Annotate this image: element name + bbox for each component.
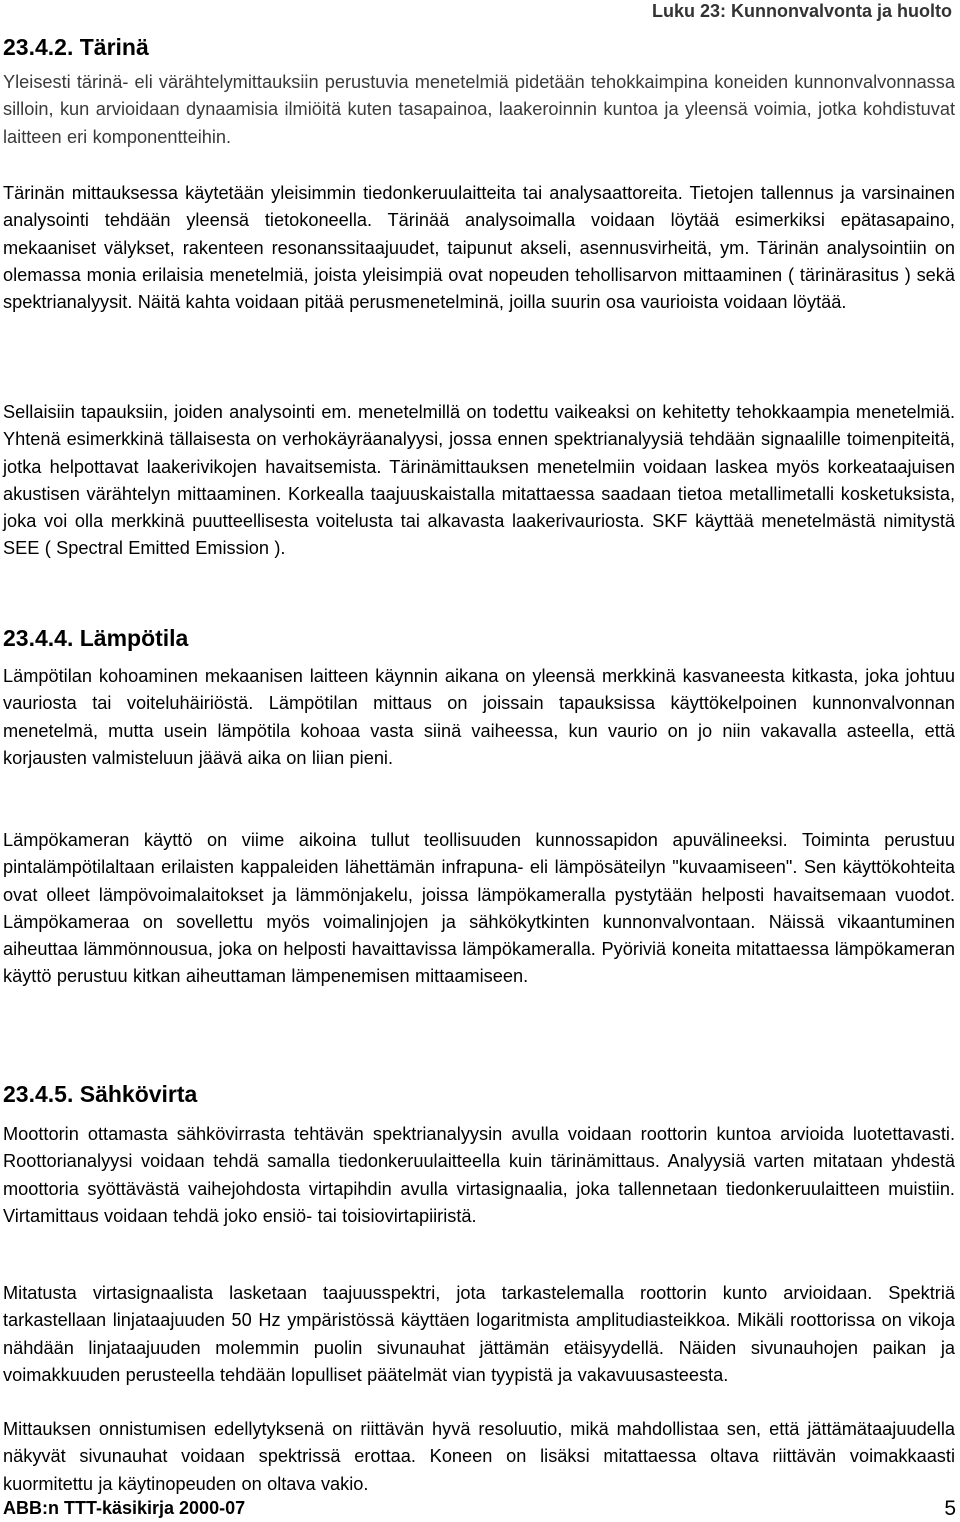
paragraph: Mittauksen onnistumisen edellytyksenä on riittävän hyvä resoluutio, mikä mahdollistaa sen, että jättämätaajuudella näkyvät sivunauhat voidaan spektrissä erottaa. Koneen on lisäksi mitattaessa oltava riittävän voimakkaasti kuormitettu ja käytinopeuden on oltava vakio. — [3, 1419, 955, 1494]
section-heading-sahkovirta: 23.4.5. Sähkövirta — [3, 1081, 198, 1107]
paragraph: Sellaisiin tapauksiin, joiden analysointi em. menetelmillä on todettu vaikeaksi on kehitetty tehokkaampia menetelmiä. Yhtenä esimerkkinä tällaisesta on verhokäyräanalyysi, jossa ennen spektrianalyysiä tehdään signaalille toimenpiteitä, jotka helpottavat laakerivikojen havaitsemista. Tärinämittauksen menetelmiin voidaan laskea myös korkeataajuisen akustisen värähtelyn mittaaminen. Korkealla taajuuskaistalla mitattaessa saadaan tietoa metallimetalli kosketuksista, joka voi olla merkkinä puutteellisesta voitelusta tai alkavasta laakerivauriosta. SKF käyttää menetelmästä nimitystä SEE ( Spectral Emitted Emission ). — [3, 402, 955, 559]
page-number: 5 — [944, 1497, 956, 1520]
paragraph: Lämpötilan kohoaminen mekaanisen laitteen käynnin aikana on yleensä merkkinä kasvaneesta kitkasta, joka johtuu vauriosta tai voiteluhäiriöstä. Lämpötilan mittaus on joissain tapauksissa käyttökelpoinen kunnonvalvonnan menetelmä, mutta usein lämpötila kohoaa vasta siinä vaiheessa, kun vaurio on jo niin vakavalla asteella, että korjausten valmisteluun jäävä aika on liian pieni. — [3, 666, 955, 768]
paragraph: Lämpökameran käyttö on viime aikoina tullut teollisuuden kunnossapidon apuvälineeksi. Toiminta perustuu pintalämpötilaltaan erilaisten kappaleiden lähettämän infrapuna- eli lämpösäteilyn "kuvaamiseen". Sen käyttökohteita ovat olleet lämpövoimalaitokset ja lämmönjakelu, joissa lämpökameralla pystytään helposti havaitsemaan vuodot. Lämpökameraa on sovellettu myös voimalinjojen ja sähkökytkinten kunnonvalvontaan. Näissä vikaantuminen aiheuttaa lämmönnousua, joka on helposti havaittavissa lämpökameralla. Pyöriviä koneita mitattaessa lämpökameran käyttö perustuu kitkan aiheuttaman lämpenemisen mittaamiseen. — [3, 830, 955, 987]
paragraph: Mitatusta virtasignaalista lasketaan taajuusspektri, jota tarkastelemalla roottorin kunto arvioidaan. Spektriä tarkastellaan linjataajuuden 50 Hz ympäristössä käyttäen logaritmista amplitudiasteikkoa. Mikäli roottorissa on vikoja nähdään linjataajuuden molemmin puolin sivunauhat jättämän etäisyydellä. Näiden sivunauhojen paikan ja voimakkuuden perusteella tehdään lopulliset päätelmät vian tyypistä ja vakavuusasteesta. — [3, 1283, 955, 1385]
chapter-header: Luku 23: Kunnonvalvonta ja huolto — [651, 1, 952, 21]
section-heading-lampotila: 23.4.4. Lämpötila — [3, 625, 189, 651]
paragraph: Moottorin ottamasta sähkövirrasta tehtävän spektrianalyysin avulla voidaan roottorin kuntoa arvioida luotettavasti. Roottorianalyysi voidaan tehdä samalla tiedonkeruulaitteella kuin tärinämittaus. Analyysiä varten mitataan yhdestä moottoria syöttävästä vaihejohdosta virtapihdin avulla virtasignaalia, joka tallennetaan tiedonkeruulaitteen muistiin. Virtamittaus voidaan tehdä joko ensiö- tai toisiovirtapiiristä. — [3, 1124, 955, 1226]
section-heading-tarina: 23.4.2. Tärinä — [3, 34, 149, 60]
footer-source: ABB:n TTT-käsikirja 2000-07 — [3, 1498, 246, 1518]
paragraph: Yleisesti tärinä- eli värähtelymittauksiin perustuvia menetelmiä pidetään tehokkaimpina koneiden kunnonvalvonnassa silloin, kun arvioidaan dynaamisia ilmiöitä kuten tasapainoa, laakeroinnin kuntoa ja yleensä voimia, jotka kohdistuvat laitteen eri komponentteihin. — [3, 72, 955, 147]
paragraph: Tärinän mittauksessa käytetään yleisimmin tiedonkeruulaitteita tai analysaattoreita. Tietojen tallennus ja varsinainen analysointi tehdään yleensä tietokoneella. Tärinää analysoimalla voidaan löytää esimerkiksi epätasapaino, mekaaniset välykset, rakenteen resonanssitaajuudet, taipunut akseli, asennusvirheitä, ym. Tärinän analysointiin on olemassa monia erilaisia menetelmiä, joista yleisimpiä ovat nopeuden tehollisarvon mittaaminen ( tärinärasitus ) sekä spektrianalyysit. Näitä kahta voidaan pitää perusmenetelminä, joilla suurin osa vaurioista voidaan löytää. — [3, 183, 955, 313]
